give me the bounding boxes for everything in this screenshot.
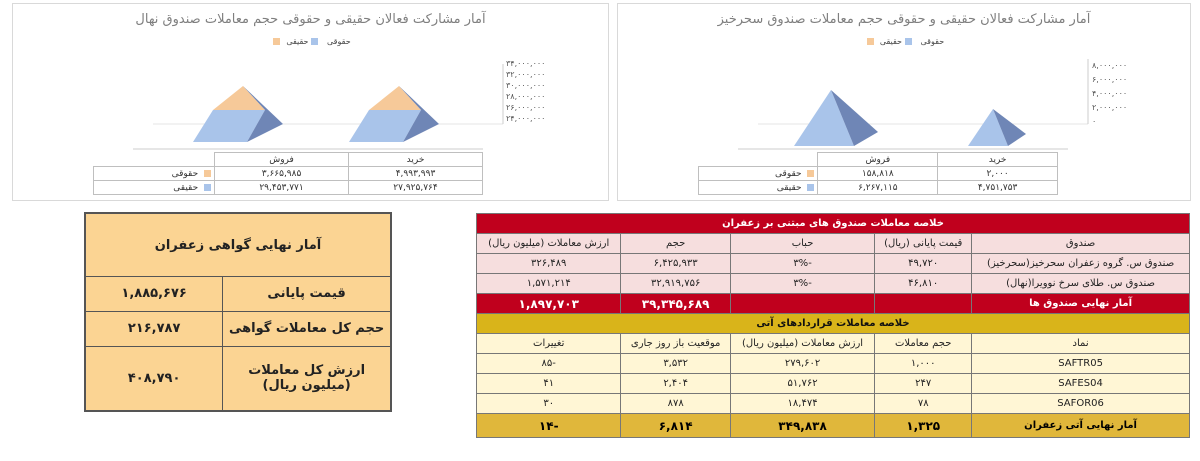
y-tick: ۴,۰۰۰,۰۰۰ bbox=[1092, 89, 1128, 98]
chart-title: آمار مشارکت فعالان حقیقی و حقوقی حجم معاملات صندوق سحرخیز bbox=[717, 12, 1091, 27]
futures-total-value: ۳۴۹,۸۳۸ bbox=[730, 414, 874, 438]
legend-legal: حقوقی bbox=[270, 37, 350, 46]
y-tick: ۲۸,۰۰۰,۰۰۰ bbox=[506, 92, 546, 101]
change: -۸۵ bbox=[477, 354, 621, 374]
open-interest: ۸۷۸ bbox=[621, 394, 730, 414]
contract-value: ۱۸,۴۷۴ bbox=[730, 394, 874, 414]
legend-legal: حقوقی bbox=[864, 37, 944, 46]
legend-real: حقیقی bbox=[880, 37, 912, 46]
column-header: قیمت پایانی (ریال) bbox=[875, 234, 972, 254]
column-header: صندوق bbox=[972, 234, 1190, 254]
funds-total-value: ۱,۸۹۷,۷۰۳ bbox=[477, 294, 621, 314]
table-row bbox=[477, 274, 1190, 294]
funds-total-row bbox=[477, 294, 1190, 314]
column-header: ارزش معاملات (میلیون ریال) bbox=[730, 334, 874, 354]
open-interest: ۲,۴۰۴ bbox=[621, 374, 730, 394]
table-row bbox=[477, 254, 1190, 274]
column-header: موقعیت باز روز جاری bbox=[621, 334, 730, 354]
y-tick: ۲,۰۰۰,۰۰۰ bbox=[1092, 103, 1128, 112]
contract-symbol: SAFOR06 bbox=[972, 394, 1190, 414]
category-label: فروش bbox=[215, 153, 349, 167]
column-header: حباب bbox=[730, 234, 874, 254]
futures-title: خلاصه معاملات قراردادهای آتی bbox=[477, 314, 1190, 334]
data-cell: ۳,۶۶۵,۹۸۵ bbox=[215, 167, 349, 181]
data-cell: ۴,۹۹۳,۹۹۳ bbox=[349, 167, 483, 181]
column-header: نماد bbox=[972, 334, 1190, 354]
futures-total-volume: ۱,۳۲۵ bbox=[875, 414, 972, 438]
y-tick: ۳۰,۰۰۰,۰۰۰ bbox=[506, 81, 546, 90]
fund-bubble: -۳% bbox=[730, 274, 874, 294]
fund-value: ۳۲۶,۴۸۹ bbox=[477, 254, 621, 274]
category-label: خرید bbox=[349, 153, 483, 167]
column-header: حجم معاملات bbox=[875, 334, 972, 354]
y-tick: ۸,۰۰۰,۰۰۰ bbox=[1092, 61, 1128, 70]
chart-data-table bbox=[93, 152, 483, 195]
table-row bbox=[477, 374, 1190, 394]
contract-value: ۵۱,۷۶۲ bbox=[730, 374, 874, 394]
funds-title: خلاصه معاملات صندوق های مبتنی بر زعفران bbox=[477, 214, 1190, 234]
data-cell: ۲,۰۰۰ bbox=[938, 167, 1058, 181]
contract-volume: ۷۸ bbox=[875, 394, 972, 414]
fund-price: ۴۶,۸۱۰ bbox=[875, 274, 972, 294]
fund-volume: ۳۲,۹۱۹,۷۵۶ bbox=[621, 274, 730, 294]
column-header: تغییرات bbox=[477, 334, 621, 354]
contract-volume: ۱,۰۰۰ bbox=[875, 354, 972, 374]
fund-bubble: -۳% bbox=[730, 254, 874, 274]
data-cell: ۴,۷۵۱,۷۵۳ bbox=[938, 181, 1058, 195]
legend-real: حقیقی bbox=[286, 37, 318, 46]
series-label: حقیقی bbox=[776, 182, 802, 193]
certificate-summary bbox=[84, 212, 392, 412]
chart-data-table bbox=[698, 152, 1058, 195]
fund-name: صندوق س. طلای سرخ نوویرا(نهال) bbox=[972, 274, 1190, 294]
fund-name: صندوق س. گروه زعفران سحرخیز(سحرخیز) bbox=[972, 254, 1190, 274]
funds-total-label: آمار نهایی صندوق ها bbox=[972, 294, 1190, 314]
certificate-label: حجم کل معاملات گواهی bbox=[223, 311, 391, 346]
futures-total-label: آمار نهایی آتی زعفران bbox=[972, 414, 1190, 438]
contract-value: ۲۷۹,۶۰۲ bbox=[730, 354, 874, 374]
certificate-title: آمار نهایی گواهی زعفران bbox=[86, 214, 391, 277]
fund-volume: ۶,۴۲۵,۹۳۳ bbox=[621, 254, 730, 274]
futures-total-change: -۱۴ bbox=[477, 414, 621, 438]
category-label: خرید bbox=[938, 153, 1058, 167]
contract-volume: ۲۴۷ bbox=[875, 374, 972, 394]
funds-futures-table bbox=[476, 213, 1190, 438]
fund-price: ۴۹,۷۲۰ bbox=[875, 254, 972, 274]
change: ۴۱ bbox=[477, 374, 621, 394]
y-tick: ۶,۰۰۰,۰۰۰ bbox=[1092, 75, 1128, 84]
certificate-value: ۴۰۸,۷۹۰ bbox=[86, 346, 223, 410]
y-tick: ۰ bbox=[1092, 117, 1097, 126]
certificate-value: ۱,۸۸۵,۶۷۶ bbox=[86, 277, 223, 312]
certificate-label: ارزش کل معاملات (میلیون ریال) bbox=[223, 346, 391, 410]
contract-symbol: SAFTR05 bbox=[972, 354, 1190, 374]
series-label: حقوقی bbox=[171, 168, 199, 179]
y-tick: ۳۴,۰۰۰,۰۰۰ bbox=[506, 59, 546, 68]
futures-total-row bbox=[477, 414, 1190, 438]
chart-title: آمار مشارکت فعالان حقیقی و حقوقی حجم معاملات صندوق نهال bbox=[135, 12, 486, 27]
y-tick: ۲۶,۰۰۰,۰۰۰ bbox=[506, 103, 546, 112]
column-header: ارزش معاملات (میلیون ریال) bbox=[477, 234, 621, 254]
table-row bbox=[477, 354, 1190, 374]
pyramid-sell-legal bbox=[213, 86, 265, 110]
chart-panel-nahal bbox=[12, 3, 609, 201]
data-cell: ۱۵۸,۸۱۸ bbox=[818, 167, 938, 181]
series-label: حقوقی bbox=[775, 168, 802, 179]
certificate-label: قیمت پایانی bbox=[223, 277, 391, 312]
series-label: حقیقی bbox=[173, 182, 199, 193]
pyramid-buy-legal bbox=[369, 86, 421, 110]
category-label: فروش bbox=[818, 153, 938, 167]
change: ۳۰ bbox=[477, 394, 621, 414]
chart-panel-saharkhiz bbox=[617, 3, 1191, 201]
futures-total-open-interest: ۶,۸۱۴ bbox=[621, 414, 730, 438]
data-cell: ۶,۲۶۷,۱۱۵ bbox=[818, 181, 938, 195]
contract-symbol: SAFES04 bbox=[972, 374, 1190, 394]
data-cell: ۲۹,۴۵۳,۷۷۱ bbox=[215, 181, 349, 195]
y-tick: ۲۴,۰۰۰,۰۰۰ bbox=[506, 114, 546, 123]
column-header: حجم bbox=[621, 234, 730, 254]
table-row bbox=[477, 394, 1190, 414]
certificate-value: ۲۱۶,۷۸۷ bbox=[86, 311, 223, 346]
funds-total-volume: ۳۹,۳۴۵,۶۸۹ bbox=[621, 294, 730, 314]
data-cell: ۲۷,۹۲۵,۷۶۴ bbox=[349, 181, 483, 195]
fund-value: ۱,۵۷۱,۲۱۴ bbox=[477, 274, 621, 294]
open-interest: ۳,۵۳۲ bbox=[621, 354, 730, 374]
y-tick: ۳۲,۰۰۰,۰۰۰ bbox=[506, 70, 546, 79]
